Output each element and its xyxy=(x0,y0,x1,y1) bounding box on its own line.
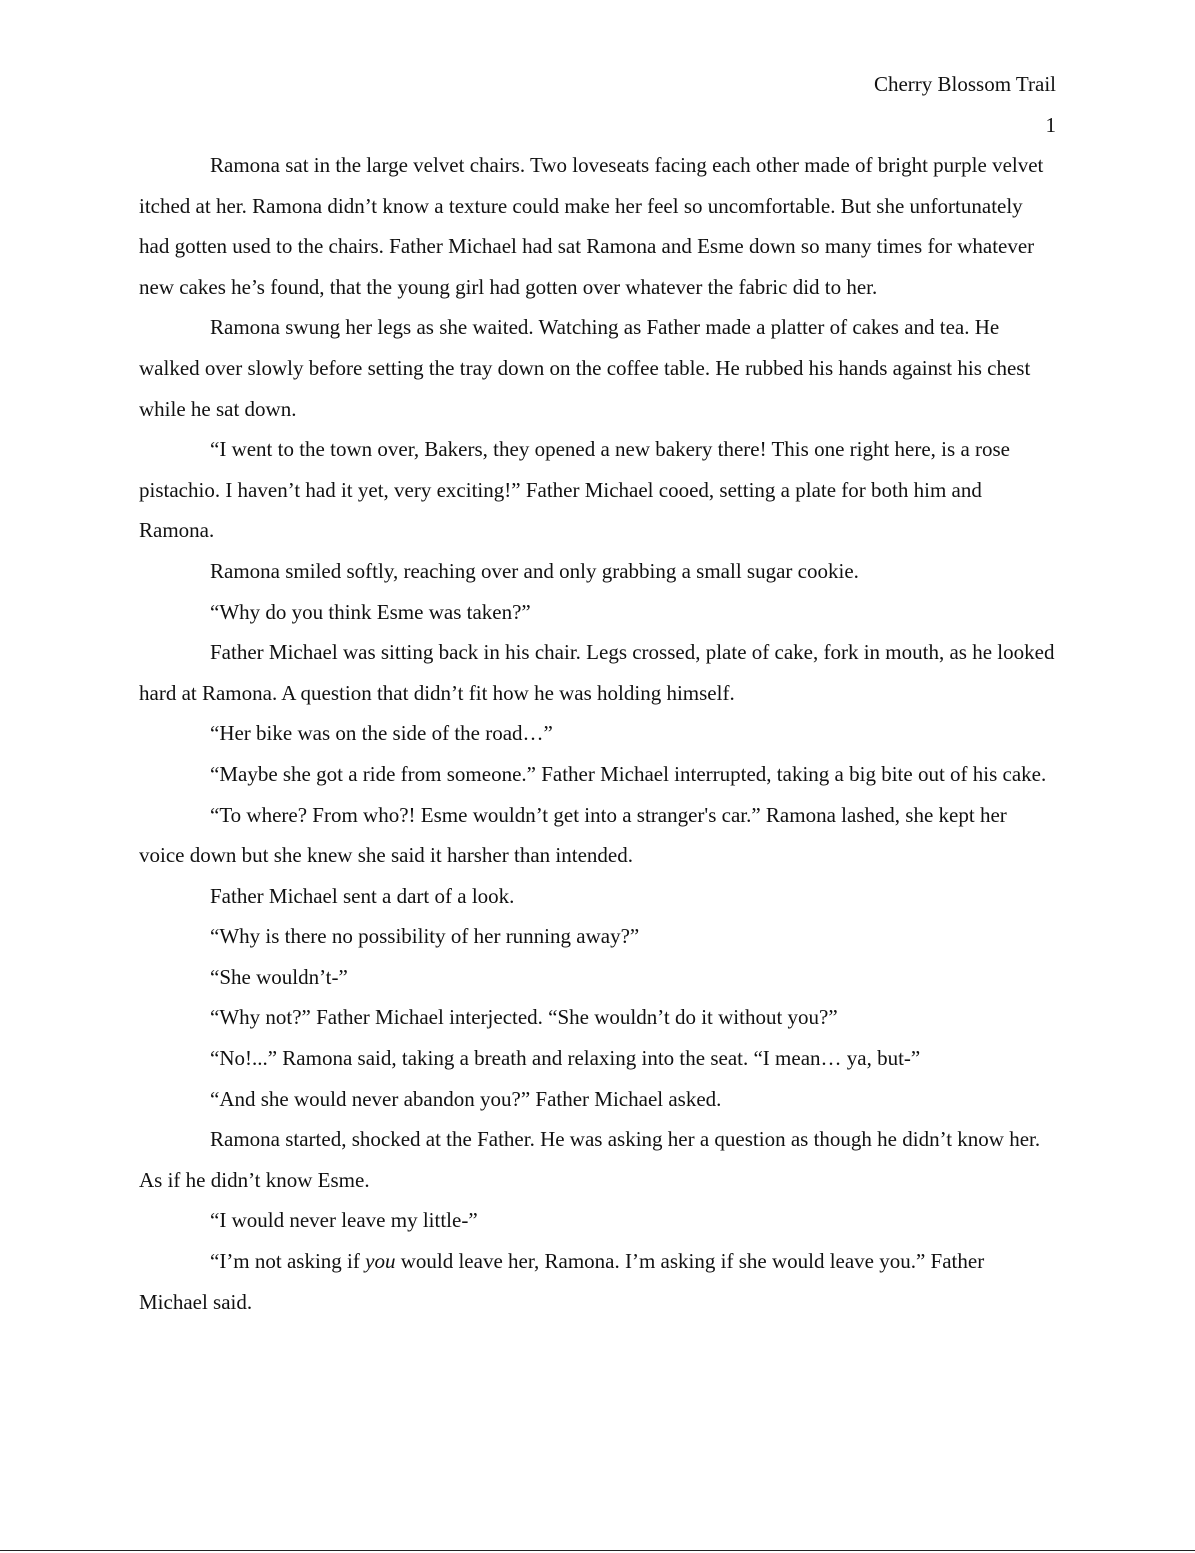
paragraph: “She wouldn’t-” xyxy=(210,964,348,989)
italic-emphasis: you xyxy=(365,1249,396,1274)
paragraph: Ramona smiled softly, reaching over and only grabbing a small sugar cookie. xyxy=(210,558,859,583)
paragraph: “Why not?” Father Michael interjected. “She wouldn’t do it without you?” xyxy=(210,1005,838,1030)
paragraph: Father Michael was sitting back in his chair. Legs crossed, plate of cake, fork in mouth, as he looked hard at Ramona. A question that didn’t fit how he was holding himself. xyxy=(139,640,1055,705)
paragraph: “And she would never abandon you?” Father Michael asked. xyxy=(210,1086,722,1111)
paragraph: “I went to the town over, Bakers, they opened a new bakery there! This one right here, is a rose pistachio. I haven’t had it yet, very exciting!” Father Michael cooed, setting a plate for both him and Ramona. xyxy=(139,437,1010,543)
page-bottom-edge xyxy=(0,1550,1195,1551)
paragraph: “To where? From who?! Esme wouldn’t get into a stranger's car.” Ramona lashed, she kept her voice down but she knew she said it harsher than intended. xyxy=(139,802,1007,868)
page-number: 1 xyxy=(1045,113,1056,137)
paragraph: Father Michael sent a dart of a look. xyxy=(210,883,515,908)
final-paragraph xyxy=(139,1241,1056,1322)
paragraph: Ramona started, shocked at the Father. He was asking her a question as though he didn’t know her. As if he didn’t know Esme. xyxy=(139,1127,1041,1192)
paragraph: “Her bike was on the side of the road…” xyxy=(210,721,553,746)
paragraph: “No!...” Ramona said, taking a breath and relaxing into the seat. “I mean… ya, but-” xyxy=(210,1046,921,1071)
paragraph: “I would never leave my little-” xyxy=(210,1208,478,1233)
final-paragraph-end: would leave her, Ramona. I’m asking if she would leave you.” Father Michael said. xyxy=(139,1249,985,1314)
final-paragraph-start: “I’m not asking if xyxy=(210,1249,366,1274)
paragraph: Ramona sat in the large velvet chairs. Two loveseats facing each other made of bright purple velvet itched at her. Ramona didn’t know a texture could make her feel so uncomfortable. But she unfortunately had gotten used to the chairs. Father Michael had sat Ramona and Esme down so many times for whatever new cakes he’s found, that the young girl had gotten over whatever the fabric did to her. xyxy=(139,153,1044,299)
running-head-title: Cherry Blossom Trail xyxy=(873,72,1056,96)
paragraph: “Why do you think Esme was taken?” xyxy=(210,599,531,624)
paragraph: “Maybe she got a ride from someone.” Father Michael interrupted, taking a big bite out of his cake. xyxy=(210,761,1047,786)
paragraph: “Why is there no possibility of her running away?” xyxy=(210,924,640,949)
paragraph: Ramona swung her legs as she waited. Watching as Father made a platter of cakes and tea. He walked over slowly before setting the tray down on the coffee table. He rubbed his hands against his chest while he sat down. xyxy=(139,315,1031,421)
manuscript-body xyxy=(139,145,1056,1322)
